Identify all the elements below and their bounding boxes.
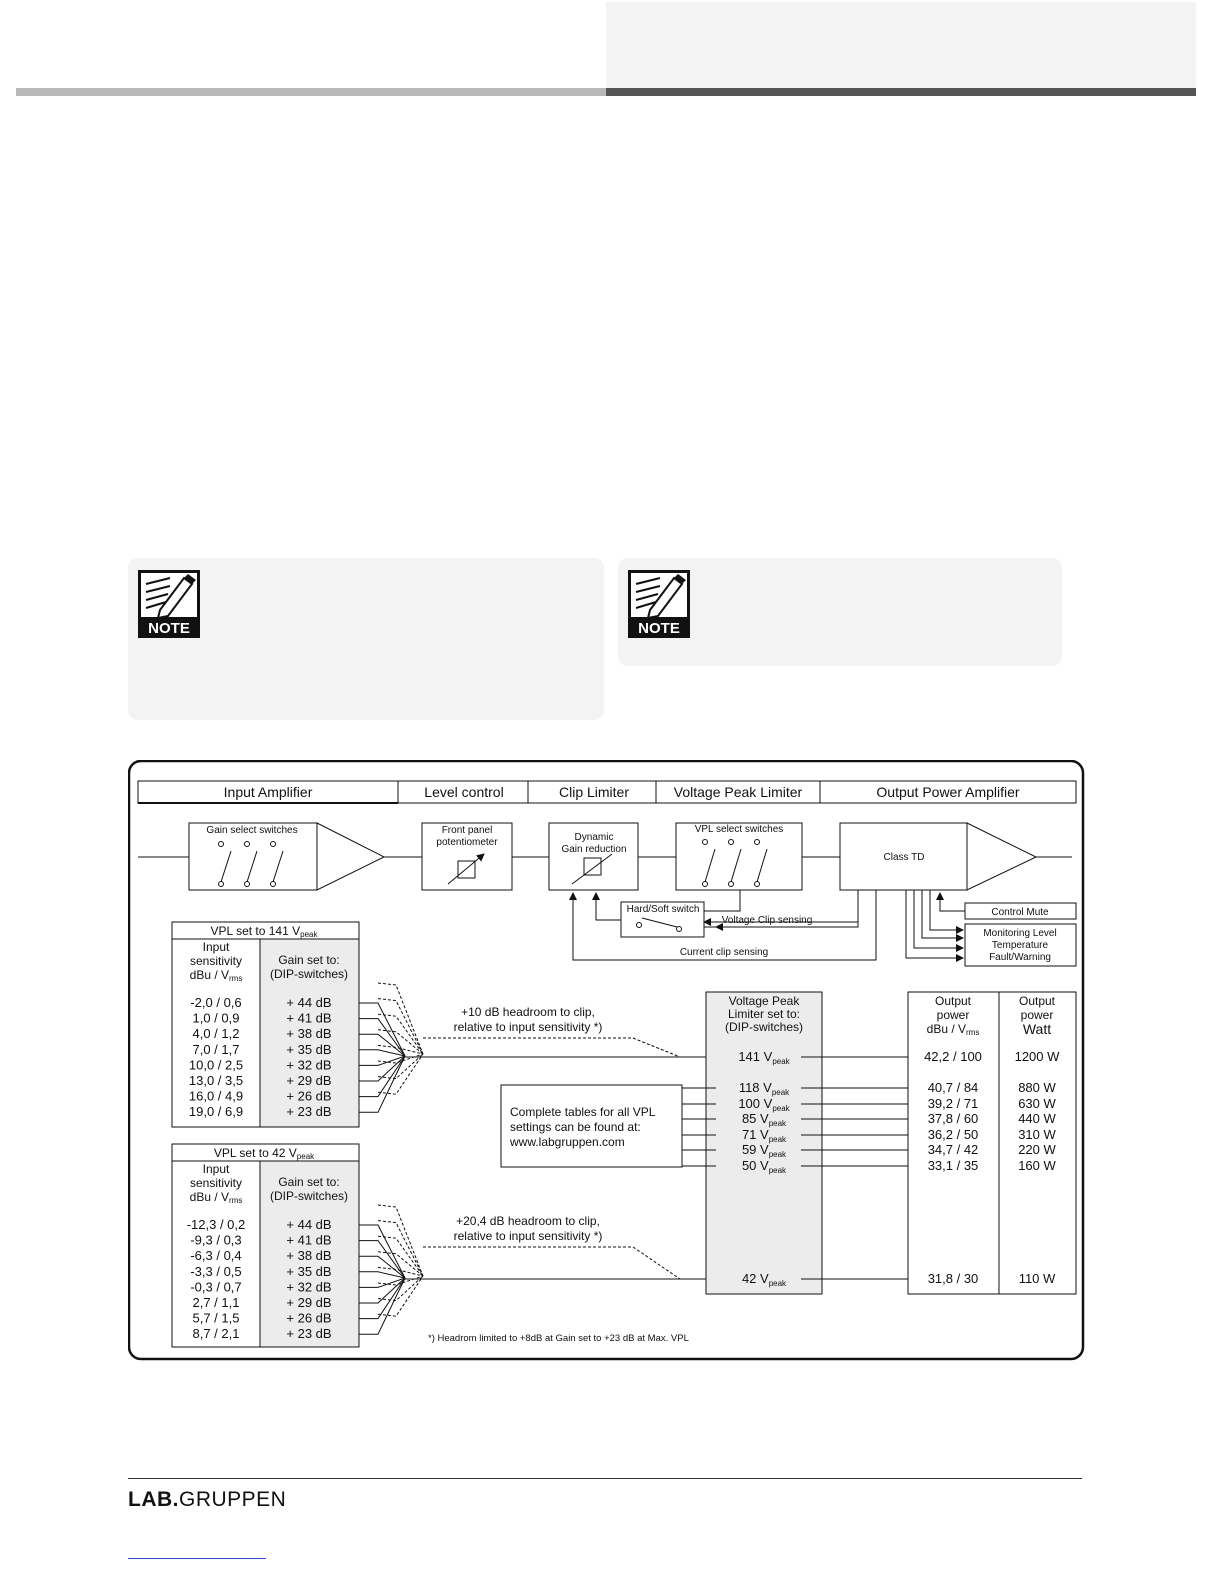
table42-gain-cell: + 23 dB bbox=[286, 1326, 332, 1342]
table141-gain-cell: + 32 dB bbox=[286, 1057, 332, 1073]
table141-sensitivity-cell: 1,0 / 0,9 bbox=[192, 1010, 240, 1026]
headroom141-line2: relative to input sensitivity *) bbox=[453, 1020, 603, 1034]
front-panel-label-1: Front panel bbox=[441, 825, 493, 836]
front-panel-label-2: potentiometer bbox=[436, 837, 498, 848]
table141-col1-h2: sensitivity bbox=[189, 954, 243, 968]
output-watt-cell: 630 W bbox=[1018, 1096, 1056, 1111]
output-dbu-cell: 40,7 / 84 bbox=[927, 1080, 979, 1095]
vpl-value-cell: 42 $V_{peak}$ bbox=[741, 1271, 787, 1288]
complete-tables-line2: settings can be found at: bbox=[510, 1120, 641, 1134]
output-dbu-cell: 31,8 / 30 bbox=[927, 1271, 979, 1286]
table42-gain-cell: + 38 dB bbox=[286, 1248, 332, 1264]
table42-sensitivity-cell: 8,7 / 2,1 bbox=[192, 1326, 240, 1342]
table141-sensitivity-cell: 19,0 / 6,9 bbox=[188, 1104, 244, 1120]
table42-sensitivity-cell: -6,3 / 0,4 bbox=[190, 1248, 242, 1264]
output-watt-header-3: Watt bbox=[1022, 1021, 1052, 1037]
table141-title: VPL set to 141 Vpeak bbox=[210, 924, 318, 939]
output-dbu-cell: 39,2 / 71 bbox=[927, 1096, 979, 1111]
output-dbu-header-2: power bbox=[936, 1008, 970, 1022]
table42-sensitivity-cell: 5,7 / 1,5 bbox=[192, 1310, 240, 1326]
table141-sensitivity-cell: 7,0 / 1,7 bbox=[192, 1041, 240, 1057]
note-pencil-icon bbox=[628, 570, 690, 638]
table42-sensitivity-cell: -3,3 / 0,5 bbox=[190, 1263, 242, 1279]
vpl-header-2: Limiter set to: bbox=[727, 1007, 801, 1021]
dynamic-label-2: Gain reduction bbox=[561, 844, 627, 855]
header-grey-panel bbox=[606, 2, 1196, 90]
lab-gruppen-logo bbox=[128, 1488, 286, 1512]
table141-gain-cell: + 29 dB bbox=[286, 1073, 332, 1088]
table141-col2-h1: Gain set to: bbox=[278, 953, 340, 967]
output-dbu-cell: 42,2 / 100 bbox=[924, 1049, 982, 1064]
monitoring-label-1: Monitoring Level bbox=[983, 928, 1057, 939]
table42-sensitivity-cell: 2,7 / 1,1 bbox=[192, 1295, 240, 1310]
headroom141-line1: +10 dB headroom to clip, bbox=[461, 1005, 595, 1019]
stage-clip-limiter: Clip Limiter bbox=[558, 784, 630, 800]
output-watt-header-1: Output bbox=[1018, 994, 1056, 1008]
table42-gain-cell: + 29 dB bbox=[286, 1295, 332, 1310]
note-pencil-icon bbox=[138, 570, 200, 638]
header-rule-dark bbox=[606, 88, 1196, 96]
table141-sensitivity-cell: 10,0 / 2,5 bbox=[188, 1057, 244, 1073]
output-dbu-cell: 34,7 / 42 bbox=[927, 1142, 979, 1157]
output-watt-cell: 160 W bbox=[1018, 1158, 1056, 1173]
note-box-2 bbox=[618, 558, 1062, 666]
table141-gain-cell: + 44 dB bbox=[286, 995, 332, 1010]
output-dbu-cell: 33,1 / 35 bbox=[927, 1158, 979, 1173]
output-watt-cell: 440 W bbox=[1018, 1111, 1056, 1126]
output-watt-cell: 310 W bbox=[1018, 1127, 1056, 1142]
stage-output-power-amplifier: Output Power Amplifier bbox=[876, 784, 1020, 800]
output-watt-cell: 880 W bbox=[1018, 1080, 1056, 1095]
headroom42-line1: +20,4 dB headroom to clip, bbox=[456, 1214, 600, 1228]
table42-gain-cell: + 44 dB bbox=[286, 1217, 332, 1232]
complete-tables-link: www.labgruppen.com bbox=[510, 1135, 625, 1149]
class-td-label: Class TD bbox=[883, 852, 925, 863]
table42-sensitivity-cell: -0,3 / 0,7 bbox=[190, 1279, 242, 1295]
output-dbu-header-1: Output bbox=[934, 994, 972, 1008]
table141-col1-h1: Input bbox=[202, 940, 230, 954]
vpl-value-cell: 100 $V_{peak}$ bbox=[738, 1096, 790, 1113]
logo-gruppen: GRUPPEN bbox=[179, 1488, 287, 1511]
header-rule-light bbox=[16, 88, 606, 96]
footer-rule bbox=[128, 1478, 1082, 1479]
output-dbu-cell: 37,8 / 60 bbox=[927, 1111, 979, 1126]
table42-gain-cell: + 32 dB bbox=[286, 1279, 332, 1295]
dynamic-label-1: Dynamic bbox=[574, 832, 614, 843]
monitoring-label-3: Fault/Warning bbox=[989, 952, 1051, 963]
vpl-value-cell: 71 $V_{peak}$ bbox=[741, 1127, 787, 1144]
vpl-value-cell: 141 $V_{peak}$ bbox=[738, 1049, 790, 1066]
table141-sensitivity-cell: 13,0 / 3,5 bbox=[188, 1073, 244, 1088]
footer-link-underline[interactable] bbox=[128, 1558, 266, 1559]
gain-select-label: Gain select switches bbox=[206, 825, 298, 836]
table42-col1-h3: dBu / Vrms bbox=[189, 1190, 243, 1205]
vpl-header-1: Voltage Peak bbox=[728, 994, 800, 1008]
table42-col2-h2: (DIP-switches) bbox=[269, 1189, 349, 1203]
table141-col2-h2: (DIP-switches) bbox=[269, 967, 349, 981]
voltage-clip-label: Voltage Clip sensing bbox=[721, 915, 813, 926]
output-watt-cell: 1200 W bbox=[1014, 1049, 1060, 1064]
table42-col2-h1: Gain set to: bbox=[278, 1175, 340, 1189]
table141-col1-h3: dBu / Vrms bbox=[189, 968, 243, 983]
complete-tables-line1: Complete tables for all VPL bbox=[510, 1105, 656, 1119]
output-watt-header-2: power bbox=[1020, 1008, 1054, 1022]
vpl-value-cell: 118 $V_{peak}$ bbox=[738, 1080, 790, 1097]
table42-col1-h2: sensitivity bbox=[189, 1176, 243, 1190]
table141-gain-cell: + 38 dB bbox=[286, 1026, 332, 1042]
table141-gain-cell: + 23 dB bbox=[286, 1104, 332, 1120]
stage-voltage-peak-limiter: Voltage Peak Limiter bbox=[673, 784, 803, 800]
table42-col1-h1: Input bbox=[202, 1162, 230, 1176]
table141-gain-cell: + 41 dB bbox=[286, 1010, 332, 1026]
vpl-value-cell: 50 $V_{peak}$ bbox=[741, 1158, 787, 1175]
table42-title: VPL set to 42 Vpeak bbox=[213, 1146, 315, 1161]
table42-gain-cell: + 35 dB bbox=[286, 1263, 332, 1279]
monitoring-label-2: Temperature bbox=[991, 940, 1049, 951]
headroom42-line2: relative to input sensitivity *) bbox=[453, 1229, 603, 1243]
note-icon-label: NOTE bbox=[148, 620, 190, 637]
hard-soft-label: Hard/Soft switch bbox=[626, 904, 700, 915]
vpl-select-label: VPL select switches bbox=[694, 824, 784, 835]
table42-sensitivity-cell: -12,3 / 0,2 bbox=[186, 1217, 246, 1232]
table141-sensitivity-cell: 16,0 / 4,9 bbox=[188, 1088, 244, 1104]
table42-gain-cell: + 26 dB bbox=[286, 1310, 332, 1326]
note-icon-label: NOTE bbox=[638, 620, 680, 637]
output-dbu-header-3: dBu / Vrms bbox=[926, 1022, 980, 1037]
block-diagram bbox=[128, 760, 1086, 1362]
table42-gain-cell: + 41 dB bbox=[286, 1232, 332, 1248]
footnote: *) Headrom limited to +8dB at Gain set to +23 dB at Max. VPL bbox=[428, 1333, 689, 1344]
table42-sensitivity-cell: -9,3 / 0,3 bbox=[190, 1232, 242, 1248]
vpl-value-cell: 85 $V_{peak}$ bbox=[741, 1111, 787, 1128]
table141-sensitivity-cell: 4,0 / 1,2 bbox=[192, 1026, 240, 1042]
current-clip-label: Current clip sensing bbox=[679, 947, 769, 958]
table141-gain-cell: + 26 dB bbox=[286, 1088, 332, 1104]
stage-level-control: Level control bbox=[424, 784, 504, 800]
logo-lab: LAB. bbox=[128, 1488, 179, 1511]
output-watt-cell: 220 W bbox=[1018, 1142, 1056, 1157]
output-watt-cell: 110 W bbox=[1018, 1271, 1056, 1286]
note-box-1 bbox=[128, 558, 604, 720]
output-dbu-cell: 36,2 / 50 bbox=[927, 1127, 979, 1142]
vpl-header-3: (DIP-switches) bbox=[724, 1020, 804, 1034]
control-mute-label: Control Mute bbox=[991, 907, 1049, 918]
table141-sensitivity-cell: -2,0 / 0,6 bbox=[190, 995, 242, 1010]
table141-gain-cell: + 35 dB bbox=[286, 1041, 332, 1057]
vpl-value-cell: 59 $V_{peak}$ bbox=[741, 1142, 787, 1159]
stage-input-amplifier: Input Amplifier bbox=[223, 784, 313, 800]
